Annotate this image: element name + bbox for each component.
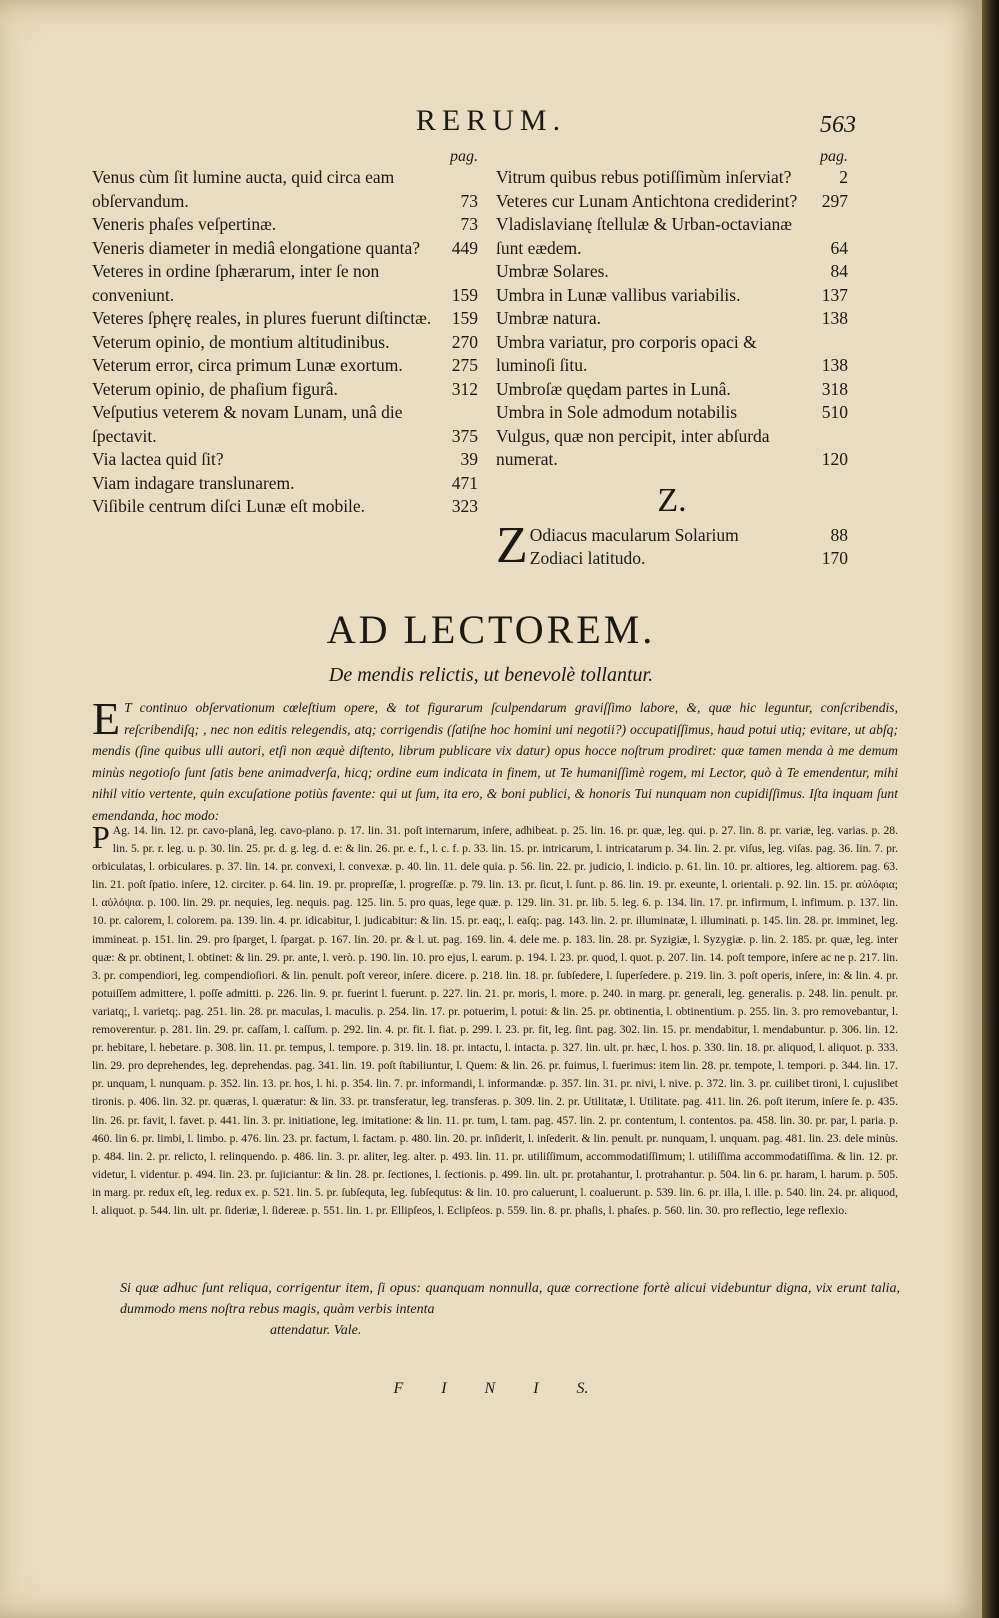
entry-page-number: 375 (451, 425, 478, 446)
intro-paragraph (92, 693, 898, 827)
entry-page-number: 120 (821, 449, 848, 469)
entry-text: Odiacus macularum Solarium (529, 524, 739, 545)
entry-page-number: 312 (451, 378, 478, 399)
entry-page-number: 73 (460, 190, 478, 211)
page-number: 563 (820, 112, 856, 138)
entry-page-number: 297 (821, 190, 848, 211)
pag-label-right: pag. (820, 148, 848, 165)
index-entry (92, 354, 478, 378)
index-entries-left (92, 166, 478, 519)
entry-page-number: 138 (821, 308, 848, 328)
entry-page-number: 137 (821, 284, 848, 305)
entry-page-number: 159 (451, 284, 478, 305)
entry-page-number: 64 (830, 237, 848, 258)
entry-text: Viſibile centrum diſci Lunæ eſt mobile. (92, 496, 366, 516)
index-entry (496, 425, 848, 472)
ad-lectorem-title: AD LECTOREM. (326, 607, 656, 652)
entry-text: Veteres in ordine ſphærarum, inter ſe non conveniunt. (92, 261, 380, 305)
intro-text: T continuo obſervationum cœleſtium opere, & tot figurarum ſculpendarum graviſſimo labore, &, quæ hic leguntur, conſcribendis, reſcribendiſq; , nec non editis relegendis, atq; corrigendis (ſatiſne hoc homini uni negotii?) occupatiſſimus, haud potui utiq; evitare, ut abſq; mendis (ſine quibus ulli autori, etſi non æquè diſtento, librum publicare vix datur) opus hocce noſtrum prodiret: quæ tamen menda à me demum minùs negotioſo ſunt ſatis bene animadverſa, hicq; ordine eum indicata in finem, ut Te humaniſſimè rogem, mi Lector, quò à Te emendentur, mihi nihil vitio vertente, quin excuſatione potiùs favente: qui ut ſum, ita ero, & boni publici, & honoris Tui nunquam non cupidiſſimus. Iſta inquam ſunt emendanda, hoc modo: (92, 700, 898, 823)
entry-text: Veſputius veterem & novam Lunam, unâ die ſpectavit. (92, 402, 403, 446)
index-entry (92, 260, 478, 307)
entry-page-number: 270 (451, 331, 478, 352)
entry-page-number: 275 (451, 355, 478, 375)
entry-text: Vitrum quibus rebus potiſſimùm inſerviat? (496, 167, 792, 187)
entry-text: Umbra in Sole admodum notabilis (496, 402, 738, 422)
entry-text: Veterum error, circa primum Lunæ exortum. (92, 355, 403, 375)
entry-page-number: 323 (451, 496, 478, 516)
index-entry (496, 166, 848, 190)
ad-lectorem-subtitle: De mendis relictis, ut benevolè tollantur. (328, 664, 654, 686)
index-entry (496, 284, 848, 308)
entry-text: Zodiaci latitudo. (529, 548, 646, 568)
entry-text: Veneris diameter in mediâ elongatione quanta? (92, 237, 420, 258)
entry-text: Veterum opinio, de phaſium figurâ. (92, 378, 338, 399)
index-entry (496, 331, 848, 378)
index-entry (530, 547, 848, 571)
index-entry (92, 307, 478, 331)
index-entry (496, 307, 848, 331)
entry-page-number: 73 (460, 214, 478, 234)
closing-line-2: attendatur. Vale. (270, 1323, 362, 1338)
z-section (496, 516, 848, 574)
index-entry (92, 331, 478, 355)
entry-text: Veteres cur Lunam Antichtona crediderint? (496, 190, 798, 211)
page-edge (982, 0, 999, 1618)
entry-page-number: 159 (451, 308, 478, 328)
index-entry (92, 213, 478, 237)
index-entry (92, 401, 478, 448)
pag-label-left: pag. (450, 148, 478, 165)
section-letter-z: Z. (657, 481, 687, 519)
running-head: RERUM. (415, 104, 567, 137)
z-initial: Z (496, 516, 528, 574)
index-entry (496, 213, 848, 260)
errata-drop-cap: P (92, 819, 110, 855)
index-entry (92, 495, 478, 519)
index-entries-right (496, 166, 848, 472)
entry-text: Venus cùm ſit lumine aucta, quid circa eam obſervandum. (92, 167, 395, 211)
entry-text: Viam indagare translunarem. (92, 472, 295, 493)
entry-text: Veteres ſphęrę reales, in plures fuerunt diſtinctæ. (92, 308, 432, 328)
index-entry (92, 237, 478, 261)
entry-text: Veneris phaſes veſpertinæ. (92, 214, 277, 234)
entry-text: Via lactea quid ſit? (92, 449, 224, 469)
index-entry (496, 190, 848, 214)
entry-text: Umbra variatur, pro corporis opaci & luminoſi ſitu. (496, 331, 757, 375)
index-entry (496, 401, 848, 425)
index-entries-z (496, 516, 848, 574)
entry-page-number: 88 (830, 524, 848, 545)
intro-drop-cap: E (92, 693, 121, 744)
index-entry (92, 166, 478, 213)
entry-page-number: 2 (839, 167, 848, 187)
index-entry (92, 448, 478, 472)
entry-text: Vulgus, quæ non percipit, inter abſurda numerat. (496, 425, 770, 469)
index-entry (92, 378, 478, 402)
entry-page-number: 510 (821, 402, 848, 422)
entry-page-number: 138 (821, 355, 848, 375)
entry-text: Umbræ natura. (496, 308, 601, 328)
entry-page-number: 449 (451, 237, 478, 258)
finis: F I N I S. (393, 1380, 589, 1397)
entry-text: Vladislavianę ſtellulæ & Urban-octavianæ ſunt eædem. (496, 214, 792, 258)
entry-page-number: 318 (821, 378, 848, 399)
entry-page-number: 84 (830, 261, 848, 281)
entry-page-number: 170 (821, 548, 848, 568)
entry-text: Umbra in Lunæ vallibus variabilis. (496, 284, 741, 305)
index-entry (496, 378, 848, 402)
index-entry (92, 472, 478, 496)
entry-page-number: 39 (460, 449, 478, 469)
entry-page-number: 471 (451, 472, 478, 493)
errata-paragraph (92, 819, 898, 1220)
index-column-left (92, 148, 478, 519)
entry-text: Veterum opinio, de montium altitudinibus. (92, 331, 390, 352)
index-entry (496, 260, 848, 284)
closing-line-1: Si quæ adhuc ſunt reliqua, corrigentur item, ſi opus: quanquam nonnulla, quæ correctione fortè alicui videbuntur digna, vix erunt talia, dummodo mens noſtra rebus magis, quàm verbis intenta (120, 1281, 900, 1317)
errata-text: Ag. 14. lin. 12. pr. cavo-planâ, leg. cavo-plano. p. 17. lin. 31. poſt internarum, inſere, adhibeat. p. 25. lin. 16. pr. quæ, leg. qui. p. 27. lin. 8. pr. variæ, leg. varias. p. 28. lin. 5. pr. r. leg. u. p. 30. lin. 25. pr. d. g. leg. d. e: & lin. 26. pr. e. f., l. c. f. p. 33. lin. 15. pr. intricarum, l. intricatarum p. 34. lin. 2. pr. viſus, leg. viſas. pag. 36. lin. 7. pr. orbiculatas, l. orbiculares. p. 37. lin. 14. pr. convexi, l. convexæ. p. 40. lin. 11. dele quia. p. 56. lin. 22. pr. judicio, l. indicio. p. 61. lin. 10. pr. altiores, leg. altiorem. pag. 63. lin. 21. poſt ſpatio. inſere, 12. circiter. p. 64. lin. 19. pr. propreſſæ, l. progreſſæ. p. 79. lin. 13. pr. ſicut, l. ſunt. p. 86. lin. 19. pr. exeunte, l. orientali. p. 92. lin. 15. pr. αὐλόφια; l. αὐλόψια. p. 100. lin. 29. pr. nequies, leg. nequis. pag. 125. lin. 5. pro quas, lege quæ. p. 129. lin. 31. pr. lib. 5. leg. 6. p. 134. lin. 17. pr. infirmum, l. infimum. p. 137. lin. 10. pr. calorem, l. colorem. pa. 139. lin. 4. pr. idicabitur, l. judicabitur: & lin. 15. pr. eaq;, l. eaſq;. pag. 143. lin. 2. pr. illuminatæ, l. illuminati. p. 145. lin. 28. pr. imminet, leg. immineat. p. 151. lin. 29. pro ſparget, l. ſpargat. p. 167. lin. 20. pr. & l. ut. pag. 169. lin. 4. dele me. p. 183. lin. 28. pr. Syzigiæ, l. Syzygiæ. p. lin. 2. 185. pr. quæ, leg. inter quæ: & pr. obtinent, l. obtinet: & lin. 29. pr. ante, l. verò. p. 190. lin. 10. pro ejus, l. earum. p. 194. l. 23. pr. quod, l. quot. p. 207. lin. 14. poſt tempore, inſere ac ne p. 217. lin. 3. pr. compendiori, leg. compendioſiori. & lin. penult. poſt vereor, inſere. dicere. p. 218. lin. 18. pr. ſubſedere, l. ſuperſedere. p. 219. lin. 3. poſt operis, inſere, in: & lin. 4. pr. potuiſſem admittere, l. poſſe admitti. p. 226. lin. 9. pr. fuerint l. fuerunt. p. 227. lin. 21. pr. moris, l. more. p. 240. in marg. pr. generali, leg. generalis. p. 248. lin. penult. pr. variatq;, l. varietq;. pag. 251. lin. 28. pr. maculas, l. maculis. p. 254. lin. 17. pr. potuerim, l. potui: & lin. 25. pr. obtinentia, l. obtinentium. p. 255. lin. 3. pro removebantur, l. removerentur. p. 281. lin. 29. pr. caſſam, l. caſſum. p. 292. lin. 4. pr. fit. l. fiat. p. 299. l. 23. pr. fit, leg. ſint. pag. 302. lin. 15. pr. mendabitur, l. mendabuntur. p. 306. lin. 12. pr. hebitare, l. hebetare. p. 308. lin. 11. pr. tempus, l. tempore. p. 319. lin. 18. pr. intactu, l. intacta. p. 327. lin. ult. pr. hæc, l. hos. p. 330. lin. 18. pr. aliquod, l. aliquot. p. 333. lin. 29. pro deprehendes, leg. deprehendas. pag. 341. lin. 19. poſt ſtabiliuntur, l. Quem: & lin. 26. pr. fuimus, l. fuerimus: item lin. 28. pr. tempote, l. tempori. p. 344. lin. 17. pr. unquam, l. nunquam. p. 352. lin. 13. pr. hos, l. hi. p. 354. lin. 7. pr. informandi, l. informandæ. p. 357. lin. 31. pr. nivi, l. nive. p. 372. lin. 3. pr. cuilibet tironi, l. cujuslibet tironis. p. 406. lin. 32. pr. quæras, l. quæratur: & lin. 33. pr. transferatur, leg. transferas. p. 309. lin. 2. pr. Utilitatæ, l. Utilitate. pag. 411. lin. 26. poſt iterum, inſere ſe. p. 435. lin. 26. pr. favit, l. favet. p. 441. lin. 3. pr. initiatione, leg. imitatione: & lin. 11. pr. tum, l. tam. pag. 457. lin. 2. pr. contentum, l. contentos. pa. 458. lin. 30. pr. par, l. paria. p. 460. lin 6. pr. limbi, l. limbo. p. 476. lin. 23. pr. factum, l. factam. p. 480. lin. 20. pr. inſiderit, l. inſederit. & lin. penult. pr. nunquam, l. unquam. pag. 481. lin. 23. dele minùs. p. 484. lin. 2. pr. relicto, l. relinquendo. p. 486. lin. 3. pr. aliter, leg. alter. p. 493. lin. 11. pr. utiliſſimum, accommodatiſſimum; l. utiliſſima accommodatiſſima. & lin. 12. pr. videtur, l. videntur. p. 494. lin. 23. pr. ſujiciantur: & lin. 28. pr. ſectiones, l. ſectionis. p. 499. lin. ult. pr. protahantur, l. protrahantur. p. 504. lin 6. pr. haram, l. harum. p. 505. in marg. pr. redux eſt, leg. redux ex. p. 521. lin. 5. pr. ſubſequta, leg. ſubſequtus: & lin. 10. pro caluerunt, l. coaluerunt. p. 539. lin. 6. pr. illa, l. ille. p. 540. lin. 24. pr. aliquod, l. aliquot. p. 544. lin. ult. pr. ſideriæ, l. ſidereæ. p. 551. lin. 1. pr. Ellipſeos, l. Eclipſeos. p. 559. lin. 8. pr. phaſis, l. phaſes. p. 560. lin. 30. pro reflectio, lege reflexio. (92, 824, 898, 1217)
entry-text: Umbroſæ quędam partes in Lunâ. (496, 378, 731, 399)
entry-text: Umbræ Solares. (496, 261, 609, 281)
index-entry (530, 524, 848, 548)
index-column-right (496, 148, 848, 574)
closing-paragraph (120, 1278, 900, 1341)
